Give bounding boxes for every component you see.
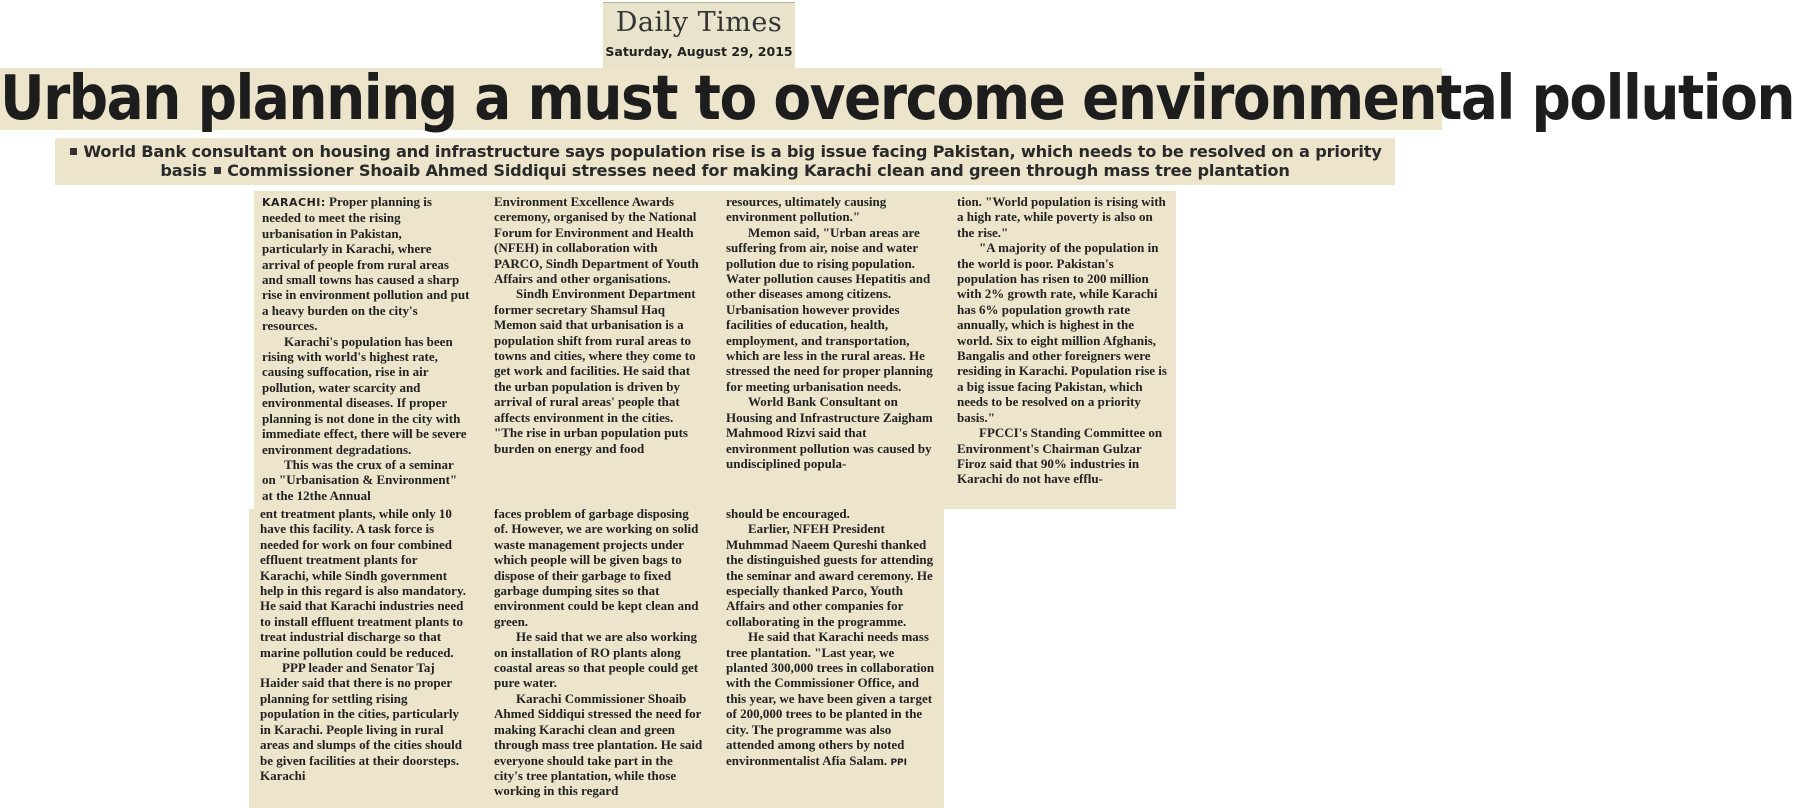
article-paragraph: He said that Karachi needs mass tree plantation. "Last year, we planted 300,000 trees in collaboration with the Commissioner Office, and this year, we have been given a target of 200,000 trees to be planted in the city. The programme was also attended among others by noted environmentalist Afia Salam. PPI [726,629,935,768]
article-column-6 [494,506,704,802]
article-column-3 [726,194,934,494]
publication-date: Saturday, August 29, 2015 [605,44,793,59]
headline: Urban planning a must to overcome environmental pollution [0,62,1794,134]
article-column-5 [260,506,468,802]
article-paragraph: FPCCI's Standing Committee on Environment's Chairman Gulzar Firoz said that 90% industries in Karachi do not have efflu- [957,425,1163,487]
article-paragraph: World Bank Consultant on Housing and Infrastructure Zaigham Mahmood Rizvi said that environment pollution was caused by undisciplined popula- [726,394,933,471]
article-paragraph: PPP leader and Senator Taj Haider said that there is no proper planning for settling rising population in the cities, particularly in Karachi. People living in rural areas and slumps of the cities should be given facilities at their doorsteps. Karachi [260,660,463,783]
article-paragraph: Karachi Commissioner Shoaib Ahmed Siddiqui stressed the need for making Karachi clean and green through mass tree plantation. He said everyone should take part in the city's tree plantation, while those working in this regard [494,690,703,799]
article-paragraph: Memon said, "Urban areas are suffering from air, noise and water pollution due to rising population. Water pollution causes Hepatitis and other diseases among citizens. Urbanisation however provides facilities of education, health, employment, and transportation, which are less in the rural areas. He stressed the need for proper planning for meeting urbanisation needs. [726,224,933,394]
subheadline-part-2: Commissioner Shoaib Ahmed Siddiqui stresses need for making Karachi clean and green through mass tree plantation [227,161,1290,180]
article-paragraph: ent treatment plants, while only 10 have this facility. A task force is needed for work on four combined effluent treatment plants for Karachi, while Sindh government help in this regard is also mandatory. He said that Karachi industries need to install effluent treatment plants to treat industrial discharge so that marine pollution could be reduced. [260,506,466,660]
subheadline-part-1: World Bank consultant on housing and infrastructure says population rise is a big issue facing Pakistan, which needs to be resolved on a priority basis [83,142,1382,180]
newspaper-name: Daily Times [615,7,783,38]
article-paragraph: Sindh Environment Department former secretary Shamsul Haq Memon said that urbanisation is a population shift from rural areas to towns and cities, where they come to get work and facilities. He said that the urban population is driven by arrival of rural areas' people that affects environment in the cities. "The rise in urban population puts burden on energy and food [494,286,696,456]
article-column-4 [957,194,1169,494]
article-paragraph: tion. "World population is rising with a high rate, while poverty is also on the rise." [957,194,1166,240]
article-column-1 [262,194,470,503]
headline-strip [0,62,1794,134]
subheadline [55,138,1395,180]
article-paragraph: "A majority of the population in the world is poor. Pakistan's population has risen to 200 million with 2% growth rate, while Karachi has 6% population growth rate annually, which is highest in the world. Six to eight million Afghanis, Bangalis and other foreigners were residing in Karachi. Population rise is a big issue facing Pakistan, which needs to be resolved on a priority basis." [957,240,1167,425]
article-paragraph: Earlier, NFEH President Muhmmad Naeem Qureshi thanked the distinguished guests for attending the seminar and award ceremony. He especially thanked Parco, Youth Affairs and other companies for collaborating in the programme. [726,521,934,629]
bullet-square-icon [70,148,77,155]
dateline: KARACHI: [262,196,326,209]
news-agency-credit: PPI [890,757,907,768]
bullet-square-icon [214,167,221,174]
article-paragraph: KARACHI: Proper planning is needed to meet the rising urbanisation in Pakistan, particularly in Karachi, where arrival of people from rural areas and small towns has caused a sharp rise in environment pollution and put a heavy burden on the city's resources. [262,194,470,334]
deck-strip [55,138,1395,185]
article-paragraph: Karachi's population has been rising with world's highest rate, causing suffocation, rise in air pollution, water scarcity and environmental diseases. If proper planning is not done in the city with immediate effect, there will be severe environment degradations. [262,333,467,457]
article-paragraph: should be encouraged. [726,506,850,521]
article-column-7 [726,506,936,802]
article-column-2 [494,194,702,494]
article-paragraph: This was the crux of a seminar on "Urbanisation & Environment" at the 12the Annual [262,456,458,503]
article-paragraph: faces problem of garbage disposing of. However, we are working on solid waste management projects under which people will be given bags to dispose of their garbage to fixed garbage dumping sites so that environment could be kept clean and green. [494,506,699,629]
article-paragraph: Environment Excellence Awards ceremony, organised by the National Forum for Environment and Health (NFEH) in collaboration with PARCO, Sindh Department of Youth Affairs and other organisations. [494,194,699,287]
newspaper-masthead [603,2,795,71]
article-paragraph: He said that we are also working on installation of RO plants along coastal areas so that people could get pure water. [494,629,699,691]
article-paragraph: resources, ultimately causing environment pollution." [726,194,887,225]
